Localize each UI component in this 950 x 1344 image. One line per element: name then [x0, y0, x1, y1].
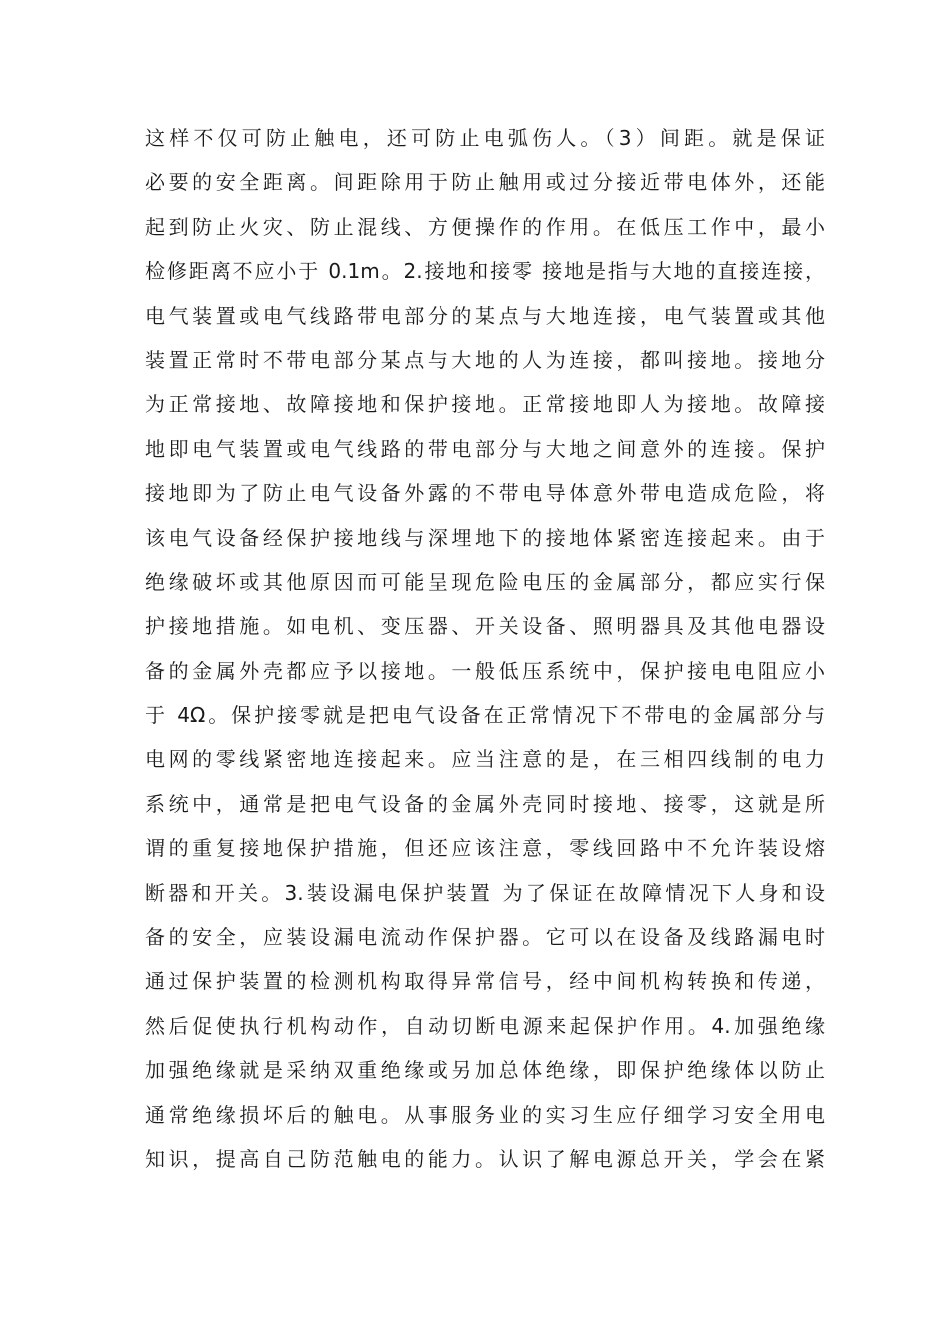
text-line: 地即电气装置或电气线路的带电部分与大地之间意外的连接。保护: [145, 436, 825, 461]
text-line: 系统中，通常是把电气设备的金属外壳同时接地、接零，这就是所: [145, 791, 825, 816]
text-line: 备的安全，应装设漏电流动作保护器。它可以在设备及线路漏电时: [145, 925, 825, 950]
text-line: 备的金属外壳都应予以接地。一般低压系统中，保护接电电阻应小: [145, 658, 825, 683]
text-line: 起到防止火灾、防止混线、方便操作的作用。在低压工作中，最小: [145, 214, 825, 239]
text-line: 谓的重复接地保护措施，但还应该注意，零线回路中不允许装设熔: [145, 836, 825, 861]
text-line: 该电气设备经保护接地线与深埋地下的接地体紧密连接起来。由于: [145, 525, 825, 550]
text-line: 通常绝缘损坏后的触电。从事服务业的实习生应仔细学习安全用电: [145, 1102, 825, 1127]
text-line: 电气装置或电气线路带电部分的某点与大地连接，电气装置或其他: [145, 303, 825, 328]
body-text: [145, 116, 825, 1181]
text-line: 于 4Ω。保护接零就是把电气设备在正常情况下不带电的金属部分与: [145, 703, 825, 728]
text-line: 必要的安全距离。间距除用于防止触用或过分接近带电体外，还能: [145, 170, 825, 195]
text-line: 为正常接地、故障接地和保护接地。正常接地即人为接地。故障接: [145, 392, 825, 417]
text-line: 加强绝缘就是采纳双重绝缘或另加总体绝缘，即保护绝缘体以防止: [145, 1058, 825, 1083]
text-line: 电网的零线紧密地连接起来。应当注意的是，在三相四线制的电力: [145, 747, 825, 772]
text-line: 通过保护装置的检测机构取得异常信号，经中间机构转换和传递，: [145, 969, 825, 994]
text-line: 绝缘破坏或其他原因而可能呈现危险电压的金属部分，都应实行保: [145, 569, 825, 594]
text-line: 断器和开关。3.装设漏电保护装置 为了保证在故障情况下人身和设: [145, 880, 825, 905]
text-line: 这样不仅可防止触电，还可防止电弧伤人。（3）间距。就是保证: [145, 126, 825, 150]
text-line: 然后促使执行机构动作，自动切断电源来起保护作用。4.加强绝缘: [145, 1013, 825, 1038]
text-line: 护接地措施。如电机、变压器、开关设备、照明器具及其他电器设: [145, 614, 825, 639]
text-line: 知识，提高自己防范触电的能力。认识了解电源总开关，学会在紧: [145, 1146, 825, 1171]
text-line: 检修距离不应小于 0.1m。2.接地和接零 接地是指与大地的直接连接，: [145, 259, 825, 284]
text-line: 接地即为了防止电气设备外露的不带电导体意外带电造成危险，将: [145, 481, 825, 506]
text-line: 装置正常时不带电部分某点与大地的人为连接，都叫接地。接地分: [145, 347, 825, 372]
